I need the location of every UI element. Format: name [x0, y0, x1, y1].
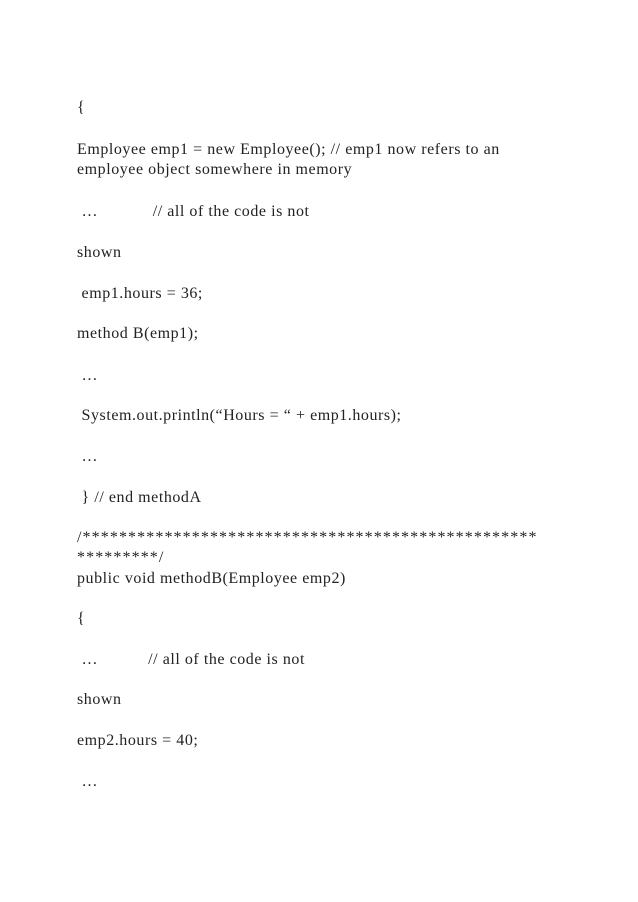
comment-separator-end-line: *********/: [77, 549, 165, 566]
method-b-signature-line: public void methodB(Employee emp2): [77, 570, 346, 587]
ellipsis-comment-line: … // all of the code is not: [77, 651, 305, 668]
emp1-hours-line: emp1.hours = 36;: [77, 285, 203, 302]
println-line: System.out.println(“Hours = “ + emp1.hours);: [77, 407, 402, 424]
emp2-hours-line: emp2.hours = 40;: [77, 732, 199, 749]
shown-line: shown: [77, 691, 122, 708]
employee-comment-line: employee object somewhere in memory: [77, 161, 353, 178]
open-brace-line: {: [77, 610, 86, 627]
ellipsis-line: …: [77, 773, 99, 790]
comment-separator-line: /**************************************************: [77, 529, 538, 546]
method-b-call-line: method B(emp1);: [77, 325, 199, 342]
shown-line: shown: [77, 244, 122, 261]
end-method-a-line: } // end methodA: [77, 489, 202, 506]
ellipsis-line: …: [77, 367, 99, 384]
ellipsis-line: …: [77, 448, 99, 465]
open-brace-line: {: [77, 99, 86, 116]
employee-decl-line: Employee emp1 = new Employee(); // emp1 now refers to an: [77, 141, 500, 158]
ellipsis-comment-line: … // all of the code is not: [77, 203, 310, 220]
